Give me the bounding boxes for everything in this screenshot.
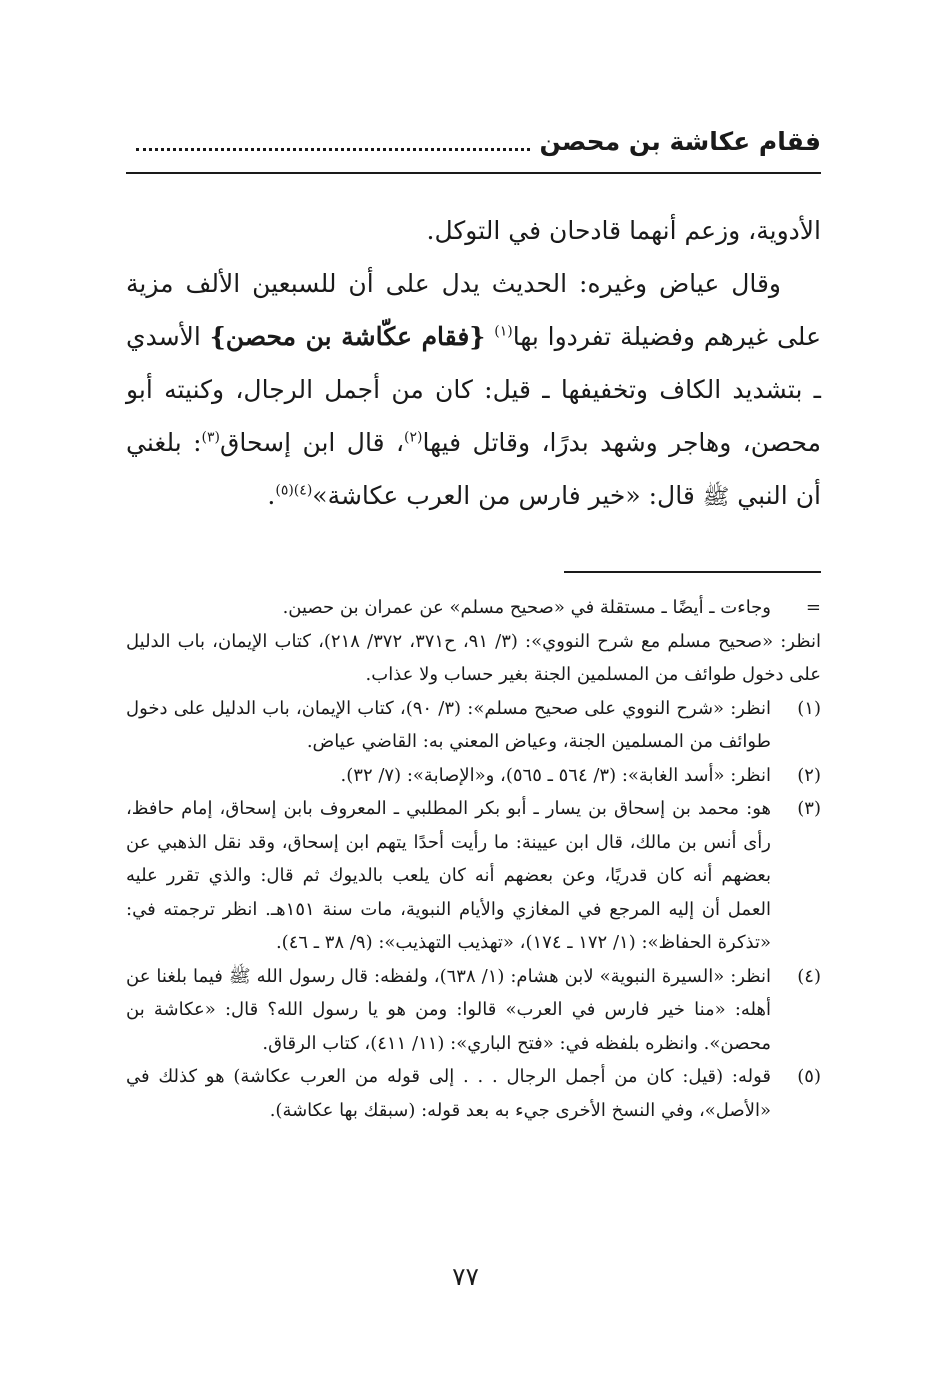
p2-text-b: الأسدي ـ بتشديد الكاف وتخفيفها ـ قيل: كان من أجمل الرجال، وكنيته أبو محصن، وهاجر وشهد بدرًا، وقاتل فيها — [126, 322, 821, 457]
footnote-number: (٣) — [797, 798, 821, 819]
main-text — [126, 204, 821, 524]
footnote-number: (١) — [797, 697, 821, 719]
p2-text-end: . — [267, 481, 276, 510]
continuation-text-2: انظر: «صحيح مسلم مع شرح النووي»: (٣/ ٩١، ح٣٧١، ٣٧٢/ ٢١٨)، كتاب الإيمان، باب الدليل على دخول طوائف من المسلمين الجنة بغير حساب ولا عذاب. — [126, 630, 821, 685]
paragraph-1: الأدوية، وزعم أنهما قادحان في التوكل. — [426, 216, 821, 245]
p2-text-d: : بلغني أن النبي — [126, 428, 821, 510]
running-header — [126, 112, 821, 162]
header-rule — [126, 172, 821, 174]
footnote-ref-1[interactable]: (١) — [494, 323, 513, 340]
footnote-number: (٤) — [797, 965, 821, 987]
footnote-text: قوله: (قيل: كان من أجمل الرجال . . . إلى قوله من العرب عكاشة) هو كذلك في «الأصل»، وفي النسخ الأخرى جيء به بعد قوله: (سبقك بها عكاشة). — [126, 1066, 771, 1121]
continuation-marker: = — [805, 597, 821, 618]
footnote-2 — [126, 759, 821, 793]
footnotes-section — [126, 591, 821, 1127]
continuation-text-1: وجاءت ـ أيضًا ـ مستقلة في «صحيح مسلم» عن عمران بن حصين. — [282, 597, 771, 618]
footnote-text: انظر: «شرح النووي على صحيح مسلم»: (٣/ ٩٠)، كتاب الإيمان، باب الدليل على دخول طوائف من المسلمين الجنة، وعياض المعني به: القاضي عياض. — [126, 697, 772, 752]
footnote-ref-2[interactable]: (٢) — [404, 429, 423, 446]
p2-text-e: قال: «خير فارس من العرب عكاشة» — [312, 481, 703, 510]
footnote-number: (٢) — [797, 764, 821, 786]
footnote-1 — [126, 692, 821, 759]
footnote-text: انظر: «أسد الغابة»: (٣/ ٥٦٤ ـ ٥٦٥)، و«الإصابة»: (٧/ ٣٢). — [340, 764, 771, 786]
paragraph-2 — [126, 257, 821, 524]
footnote-separator — [564, 571, 821, 573]
page-number: ٧٧ — [452, 1262, 479, 1291]
hadith-quote-bold: {فقام عكّاشة بن محصن} — [209, 322, 486, 351]
footnote-text: انظر: «السيرة النبوية» لابن هشام: (١/ ٦٣٨)، ولفظه: قال رسول الله ﷺ فيما بلغنا عن أهله: «منا خير فارس في العرب» قالوا: ومن هو يا رسول الله؟ قال: «عكاشة بن محصن». وانظره بلفظه في: «فتح الباري»: (١١/ ٤١١)، كتاب الرقاق. — [126, 965, 771, 1054]
footnote-5 — [126, 1060, 821, 1127]
p2-text-c: ، قال ابن إسحاق — [219, 428, 405, 457]
footnote-text: هو: محمد بن إسحاق بن يسار ـ أبو بكر المطلبي ـ المعروف بابن إسحاق، إمام حافظ، رأى أنس بن مالك، قال ابن عيينة: ما رأيت أحدًا يتهم ابن إسحاق، وقد نقل الذهبي عن بعضهم أنه كان قدريًا، وعن بعضهم أنه كان يلعب بالديوك ثم قال: والذي تقرر عليه العمل أن إليه المرجع في المغازي والأيام النبوية، مات سنة ١٥١هـ. انظر ترجمته في: «تذكرة الحفاظ»: (١/ ١٧٢ ـ ١٧٤)، «تهذيب التهذيب»: (٩/ ٣٨ ـ ٤٦). — [126, 798, 772, 953]
footnote-number: (٥) — [797, 1066, 821, 1087]
salawat-glyph: ﷺ — [702, 485, 730, 510]
p2-text-a: وقال عياض وغيره: الحديث يدل على أن للسبعين الألف مزية على غيرهم وفضيلة تفردوا بها — [126, 269, 821, 351]
footnote-ref-4-5[interactable]: (٤)(٥) — [275, 482, 313, 499]
footnote-ref-3[interactable]: (٣) — [201, 429, 220, 446]
header-dot-leader — [136, 147, 530, 151]
footnote-4 — [126, 960, 821, 1061]
footnote-3 — [126, 792, 821, 960]
footnote-continuation — [126, 591, 821, 625]
header-title: فقام عكاشة بن محصن — [539, 127, 821, 156]
